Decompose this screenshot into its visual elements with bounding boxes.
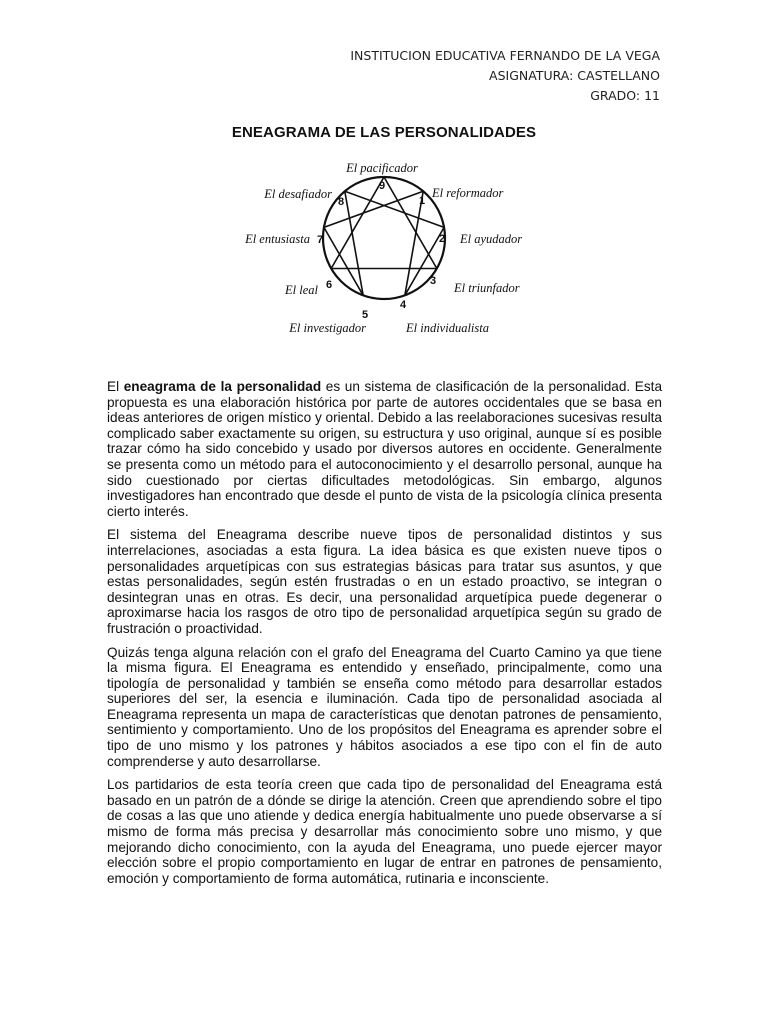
type-number: 1 [418,195,426,207]
type-number: 5 [361,309,369,321]
type-label: El individualista [406,321,489,335]
page-title: ENEAGRAMA DE LAS PERSONALIDADES [231,124,537,141]
type-number: 9 [378,180,386,192]
enneagram-labels [244,161,522,335]
type-number: 7 [316,234,324,246]
grade-line: GRADO: 11 [590,88,660,103]
institution-name: INSTITUCION EDUCATIVA FERNANDO DE LA VEGA [350,48,660,63]
body-text [107,379,662,894]
type-number: 3 [429,275,437,287]
type-number: 4 [399,299,407,311]
type-label: El triunfador [454,281,520,295]
type-label: El entusiasta [245,232,310,246]
paragraph-text: El [107,379,124,394]
bold-term: eneagrama de la personalidad [123,379,322,394]
subject-line: ASIGNATURA: CASTELLANO [489,68,660,83]
type-number: 2 [438,233,446,245]
type-label: El desafiador [264,187,332,201]
type-label: El reformador [432,186,504,200]
paragraph: Los partidarios de esta teoría creen que cada tipo de personalidad del Eneagrama está basado en un patrón de a dónde se dirige la atención. Creen que aprendiendo sobre el tipo de cosas a las que uno atiende y dedica energía habitualmente uno puede observarse a sí mismo de forma más precisa y desarrollar más conocimiento sobre uno mismo, y que mejorando dicho conocimiento, con la ayuda del Eneagrama, uno puede ejercer mayor elección sobre el propio comportamiento en lugar de entrar en patrones de pensamiento, emoción y comportamiento de forma automática, rutinaria e inconsciente. [107,777,662,886]
type-number: 6 [325,279,333,291]
paragraph: Quizás tenga alguna relación con el grafo del Eneagrama del Cuarto Camino ya que tiene la misma figura. El Eneagrama es entendido y enseñado, principalmente, como una tipología de personalidad y también se enseña como método para desarrollar estados superiores del ser, la esencia e iluminación. Cada tipo de personalidad asociada al Eneagrama representa un mapa de características que denotan patrones de pensamiento, sentimiento y comportamiento. Uno de los propósitos del Eneagrama es aprender sobre el tipo de uno mismo y los patrones y hábitos asociados a ese tipo con el fin de auto comprenderse y auto desarrollarse. [107,644,662,769]
paragraph: El sistema del Eneagrama describe nueve tipos de personalidad distintos y sus interrelaciones, asociadas a esta figura. La idea básica es que existen nueve tipos o personalidades arquetípicas con sus estrategias básicas para tratar sus asuntos, y que estas personalidades, según estén frustradas o en un estado proactivo, se integran o desintegran unas en otras. Es decir, una personalidad arquetípica puede degenerar o aproximarse hacia los rasgos de otro tipo de personalidad arquetípica según su grado de frustración o proactividad. [107,527,662,636]
enneagram-figure [234,152,534,344]
document-header [350,46,660,106]
enneagram-diagram [234,152,534,344]
paragraph [107,379,662,519]
type-label: El leal [285,283,318,297]
type-label: El investigador [289,321,366,335]
type-label: El ayudador [460,232,523,246]
type-number: 8 [337,196,345,208]
type-label: El pacificador [346,161,418,175]
paragraph-text: es un sistema de clasificación de la personalidad. Esta propuesta es una elaboración histórica por parte de autores occidentales que se basa en ideas anteriores de origen místico y oriental. Debido a las reelaboraciones sucesivas resulta complicado saber exactamente su origen, su estructura y uso original, aunque sí es posible trazar cómo ha sido concebido y usado por diversos autores en occidente. Generalmente se presenta como un método para el autoconocimiento y el desarrollo personal, aunque ha sido cuestionado por ciertas dificultades metodológicas. Sin embargo, algunos investigadores han encontrado que desde el punto de vista de la psicología clínica presenta cierto interés. [107,379,662,519]
